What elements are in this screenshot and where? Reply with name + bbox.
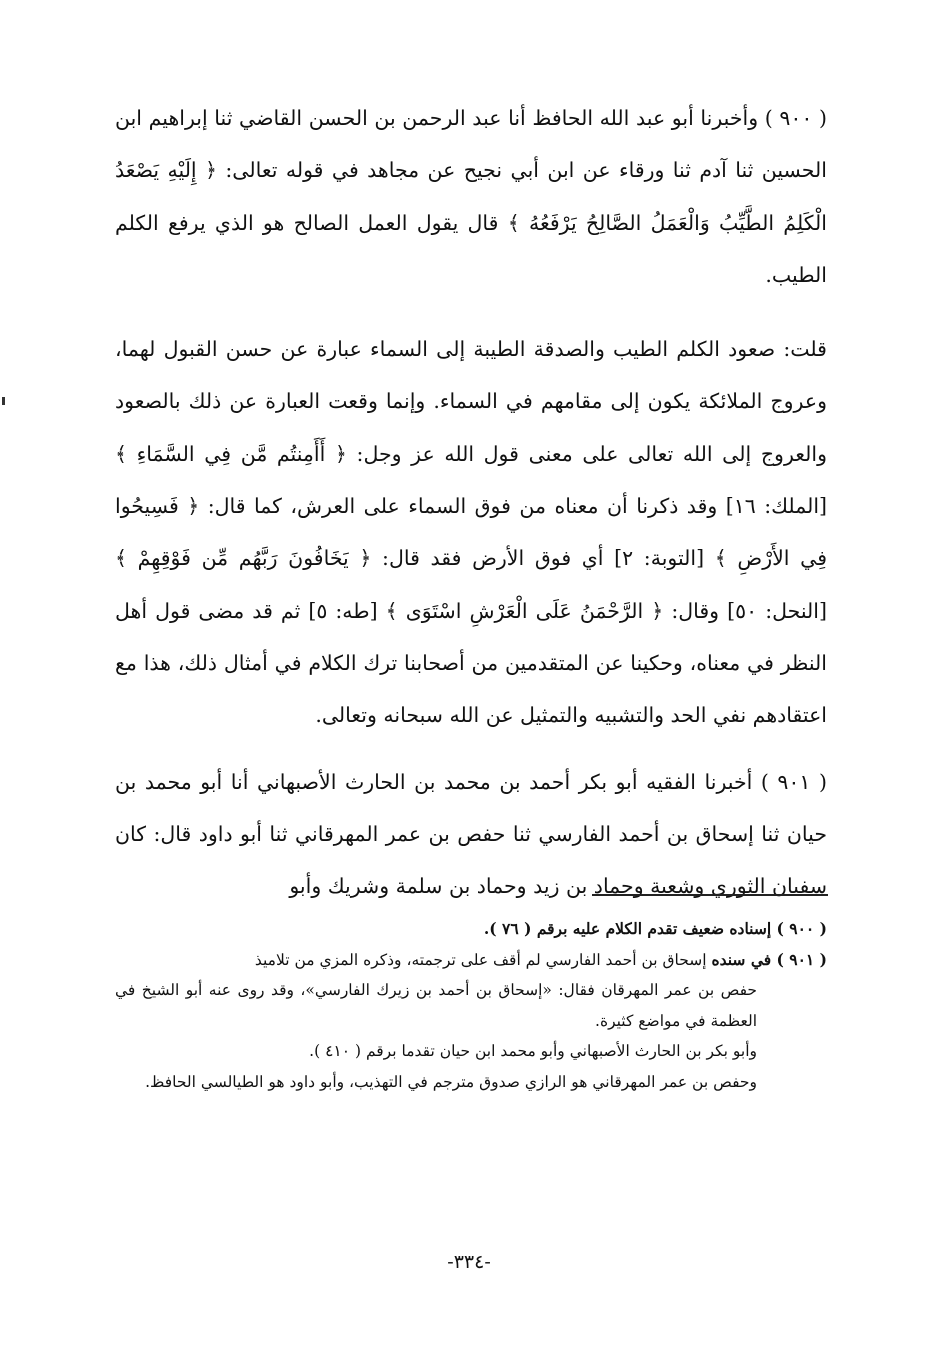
footnote-901-head [115, 945, 827, 976]
main-text [115, 92, 827, 912]
footnote-901-line4: وحفص بن عمر المهرقاني هو الرازي صدوق مترجم في التهذيب، وأبو داود هو الطيالسي الحافظ. [145, 1072, 757, 1091]
footnotes [115, 914, 827, 1097]
hadith-901-paragraph: ( ٩٠١ ) أخبرنا الفقيه أبو بكر أحمد بن محمد بن الحارث الأصبهاني أنا أبو محمد بن حيان ثنا إسحاق بن أحمد الفارسي ثنا حفص بن عمر المهرقاني ثنا أبو داود قال: كان سفيان الثوري وشعبة وحماد بن زيد وحماد بن سلمة وشريك وأبو [115, 769, 827, 899]
footnote-901-label: ( ٩٠١ ) في سنده [711, 949, 827, 969]
page-number: -٣٣٤- [447, 1251, 491, 1273]
footnote-divider [592, 894, 828, 896]
hadith-900-paragraph: ( ٩٠٠ ) وأخبرنا أبو عبد الله الحافظ أنا عبد الرحمن بن الحسن القاضي ثنا إبراهيم ابن الحسين ثنا آدم ثنا ورقاء عن ابن أبي نجيح عن مجاهد في قوله تعالى: ﴿ إِلَيْهِ يَصْعَدُ الْكَلِمُ الطَّيِّبُ وَالْعَمَلُ الصَّالِحُ يَرْفَعُهُ ﴾ قال يقول العمل الصالح هو الذي يرفع الكلم الطيب. [115, 106, 828, 287]
footnote-901-text: إسحاق بن أحمد الفارسي لم أقف على ترجمته، وذكره المزي من تلاميذ [254, 950, 712, 969]
footnote-901-line2: حفص بن عمر المهرقان فقال: «إسحاق بن أحمد بن زيرك الفارسي»، وقد روى عنه أبو الشيخ في العظمة في مواضع كثيرة. [115, 981, 757, 1030]
footnote-901-line3: وأبو بكر بن الحارث الأصبهاني وأبو محمد ابن حيان تقدما برقم ( ٤١٠ ). [309, 1042, 757, 1060]
commentary-paragraph: قلت: صعود الكلم الطيب والصدقة الطيبة إلى السماء عبارة عن حسن القبول لهما، وعروج الملائكة يكون إلى مقامهم في السماء. وإنما وقعت العبارة عن ذلك بالصعود والعروج إلى الله تعالى على معنى قول الله عز وجل: ﴿ أَأَمِنتُم مَّن فِي السَّمَاءِ ﴾ [الملك: ١٦] وقد ذكرنا أن معناه من فوق السماء على العرش، كما قال: ﴿ فَسِيحُوا فِي الأَرْضِ ﴾ [التوبة: ٢] أي فوق الأرض فقد قال: ﴿ يَخَافُونَ رَبَّهُم مِّن فَوْقِهِمْ ﴾ [النحل: ٥٠] وقال: ﴿ الرَّحْمَنُ عَلَى الْعَرْشِ اسْتَوَى ﴾ [طه: ٥] ثم قد مضى قول أهل النظر في معناه، وحكينا عن المتقدمين من أصحابنا ترك الكلام في أمثال ذلك، هذا مع اعتقادهم نفي الحد والتشبيه والتمثيل عن الله سبحانه وتعالى. [115, 337, 828, 728]
footnote-900: ( ٩٠٠ ) إسناده ضعيف تقدم الكلام عليه برقم ( ٧٦ ). [483, 919, 827, 938]
margin-mark [2, 397, 5, 405]
